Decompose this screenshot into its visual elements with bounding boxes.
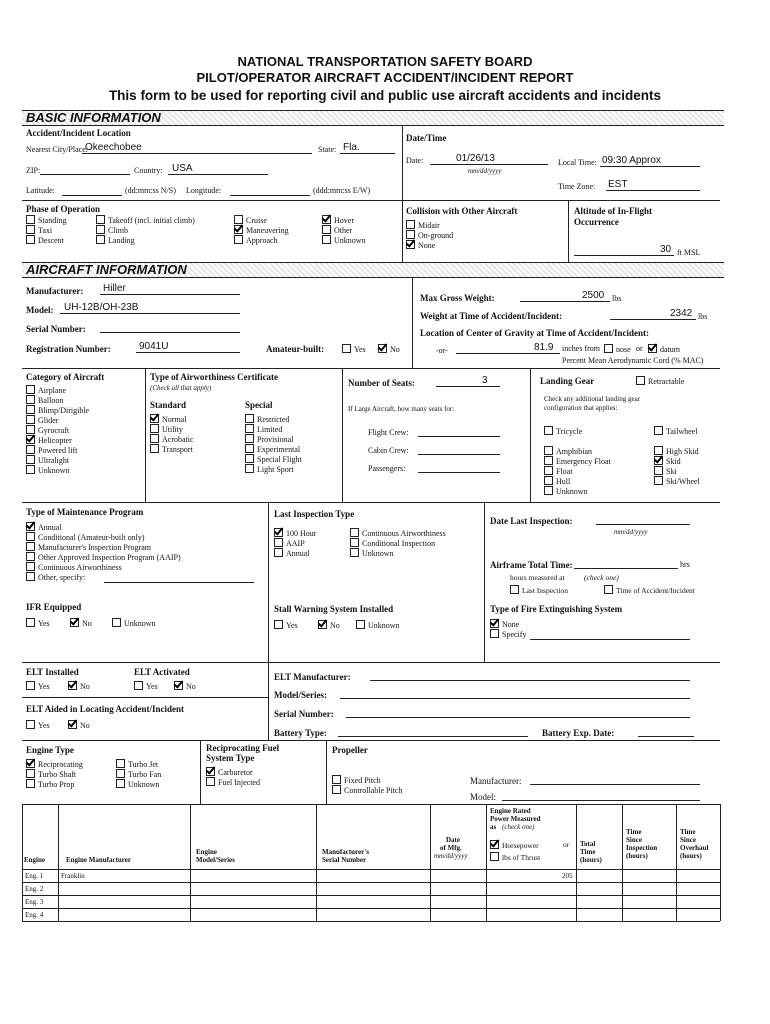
prop-fixed-pitch[interactable]: Fixed Pitch (332, 775, 381, 786)
cg-inches-label: inches from (562, 344, 600, 353)
landing-gear-note-2: configuration that applies: (544, 404, 618, 412)
flight-crew-label: Flight Crew: (368, 428, 409, 437)
engine-turbo-shaft[interactable]: Turbo Shaft (26, 769, 76, 780)
table-row-eng1-label: Eng. 1 (25, 872, 44, 880)
fuel-injected[interactable]: Fuel Injected (206, 777, 260, 788)
col-ovh-3: Overhaul (680, 844, 709, 852)
airworthiness-note: (Check all that apply) (150, 384, 212, 392)
phase-other[interactable]: Other (322, 225, 352, 236)
col-ovh-2: Since (680, 836, 696, 844)
col-engine-model-1: Engine (196, 848, 218, 856)
collision-on-ground[interactable]: On-ground (406, 230, 453, 241)
category-ultralight[interactable]: Ultralight (26, 455, 69, 466)
cg-label: Location of Center of Gravity at Time of Accident/Incident: (420, 328, 649, 338)
weight-label: Weight at Time of Accident/Incident: (420, 311, 563, 321)
power-horsepower[interactable]: Horsepower (490, 840, 539, 851)
latitude-label: Latitude: (26, 186, 55, 195)
model-label: Model: (26, 305, 54, 315)
ifr-yes[interactable]: Yes (26, 618, 50, 629)
measured-last-inspection[interactable]: Last Inspection (510, 585, 568, 596)
prop-controllable-pitch[interactable]: Controllable Pitch (332, 785, 402, 796)
landing-gear-label: Landing Gear (540, 376, 595, 386)
category-helicopter[interactable]: Helicopter (26, 435, 72, 446)
engine-unknown[interactable]: Unknown (116, 779, 160, 790)
maint-manufacturer[interactable]: Manufacturer's Inspection Program (26, 542, 151, 553)
hours-measured-label: hours measured at (510, 573, 565, 582)
basic-information-header: BASIC INFORMATION (22, 110, 724, 126)
special-flight[interactable]: Special Flight (245, 454, 302, 465)
elt-installed-no[interactable]: No (68, 681, 90, 692)
cg-or-label: -or- (436, 346, 448, 355)
col-power-3: as (490, 823, 497, 831)
power-or: or (563, 840, 570, 849)
table-row-eng4-label: Eng. 4 (25, 911, 44, 919)
altitude-value: 30 (660, 244, 672, 255)
engine-turbo-jet[interactable]: Turbo Jet (116, 759, 158, 770)
col-total-3: (hours) (580, 856, 602, 864)
table-row-eng1-manufacturer[interactable]: Franklin (61, 872, 85, 880)
special-limited[interactable]: Limited (245, 424, 282, 435)
local-time-label: Local Time: (558, 158, 597, 167)
max-gross-value: 2500 (582, 290, 605, 301)
recip-fuel-label: Reciprocating Fuel (206, 743, 280, 753)
elt-installed-yes[interactable]: Yes (26, 681, 50, 692)
fire-none[interactable]: None (490, 619, 519, 630)
maintenance-label: Type of Maintenance Program (26, 507, 144, 517)
standard-label: Standard (150, 400, 187, 410)
flight-crew-field[interactable] (418, 425, 500, 437)
registration-label: Registration Number: (26, 344, 111, 354)
phase-standing[interactable]: Standing (26, 215, 66, 226)
col-mfg-2: of Mfg. (440, 844, 462, 852)
airframe-time-label: Airframe Total Time: (490, 560, 573, 570)
cabin-crew-field[interactable] (418, 443, 500, 455)
collision-label: Collision with Other Aircraft (406, 206, 518, 216)
local-time-value: 09:30 Approx (602, 155, 661, 166)
battery-type-field[interactable] (338, 725, 528, 737)
propeller-label: Propeller (332, 745, 368, 755)
elt-aided-yes[interactable]: Yes (26, 720, 50, 731)
gear-tailwheel[interactable]: Tailwheel (654, 426, 697, 437)
stall-warning-label: Stall Warning System Installed (274, 604, 394, 614)
col-insp-1: Time (626, 828, 642, 836)
maint-conditional[interactable]: Conditional (Amateur-built only) (26, 532, 145, 543)
date-last-inspection-field[interactable] (596, 513, 690, 525)
engine-type-label: Engine Type (26, 745, 74, 755)
insp-annual[interactable]: Annual (274, 548, 310, 559)
amateur-yes[interactable]: Yes (342, 344, 366, 355)
manufacturer-label: Manufacturer: (26, 286, 84, 296)
ifr-no[interactable]: No (70, 618, 92, 629)
standard-utility[interactable]: Utility (150, 424, 183, 435)
col-power-4: (check one) (502, 823, 535, 831)
longitude-label: Longitude: (186, 186, 222, 195)
phase-approach[interactable]: Approach (234, 235, 278, 246)
fire-extinguishing-label: Type of Fire Extinguishing System (490, 604, 623, 614)
gear-amphibian[interactable]: Amphibian (544, 446, 592, 457)
standard-normal[interactable]: Normal (150, 414, 186, 425)
stall-unknown[interactable]: Unknown (356, 620, 400, 631)
airframe-time-unit: hrs (680, 560, 690, 569)
engine-turbo-fan[interactable]: Turbo Fan (116, 769, 161, 780)
zip-label: ZIP: (26, 166, 41, 175)
insp-conditional[interactable]: Conditional Inspection (350, 538, 435, 549)
phase-takeoff[interactable]: Takeoff (incl. initial climb) (96, 215, 195, 226)
phase-label: Phase of Operation (26, 204, 100, 214)
prop-model-label: Model: (470, 792, 496, 802)
insp-unknown[interactable]: Unknown (350, 548, 394, 559)
col-insp-4: (hours) (626, 852, 648, 860)
prop-manufacturer-field[interactable] (530, 773, 700, 785)
prop-model-field[interactable] (502, 789, 700, 801)
passengers-field[interactable] (418, 461, 500, 473)
phase-hover[interactable]: Hover (322, 215, 354, 226)
gear-ski[interactable]: Ski (654, 466, 677, 477)
nearest-city-label: Nearest City/Place: (26, 145, 88, 154)
col-engine: Engine (24, 856, 46, 864)
phase-climb[interactable]: Climb (96, 225, 128, 236)
seats-value: 3 (482, 375, 488, 386)
amateur-built-label: Amateur-built: (266, 344, 325, 354)
time-zone-label: Time Zone: (558, 182, 596, 191)
elt-installed-label: ELT Installed (26, 667, 79, 677)
serial-number-label: Serial Number: (26, 324, 86, 334)
table-row-eng1-power[interactable]: 205 (562, 872, 573, 880)
col-insp-3: Inspection (626, 844, 658, 852)
zip-field[interactable] (40, 163, 130, 175)
col-insp-2: Since (626, 836, 642, 844)
col-total-2: Time (580, 848, 596, 856)
model-value: UH-12B/OH-23B (64, 302, 139, 313)
standard-transport[interactable]: Transport (150, 444, 193, 455)
gear-retractable[interactable]: Retractable (636, 376, 684, 387)
elt-serial-label: Serial Number: (274, 709, 334, 719)
ifr-unknown[interactable]: Unknown (112, 618, 156, 629)
special-restricted[interactable]: Restricted (245, 414, 289, 425)
insp-100-hour[interactable]: 100 Hour (274, 528, 316, 539)
serial-number-field[interactable] (100, 321, 240, 333)
datetime-label: Date/Time (406, 133, 447, 143)
elt-aided-label: ELT Aided in Locating Accident/Incident (26, 704, 185, 714)
category-airplane[interactable]: Airplane (26, 385, 66, 396)
elt-activated-no[interactable]: No (174, 681, 196, 692)
date-last-inspection-format: mm/dd/yyyy (614, 528, 648, 536)
collision-midair[interactable]: Midair (406, 220, 440, 231)
maint-other[interactable]: Other, specify: (26, 572, 85, 583)
fire-specify-field[interactable] (530, 628, 690, 640)
time-zone-value: EST (608, 179, 628, 190)
registration-value: 9041U (139, 341, 169, 352)
category-glider[interactable]: Glider (26, 415, 58, 426)
large-aircraft-label: If Large Aircraft, how many seats for: (348, 405, 455, 413)
cg-datum[interactable]: datum (648, 344, 680, 355)
gear-hull[interactable]: Hull (544, 476, 570, 487)
col-engine-model-2: Model/Series (196, 856, 235, 864)
maint-other-field[interactable] (104, 571, 254, 583)
date-label: Date: (406, 156, 424, 165)
prop-manufacturer-label: Manufacturer: (470, 776, 522, 786)
seats-label: Number of Seats: (348, 378, 415, 388)
gear-high-skid[interactable]: High Skid (654, 446, 699, 457)
elt-model-field[interactable] (340, 687, 690, 699)
cg-nose[interactable]: nose (604, 344, 631, 355)
location-label: Accident/Incident Location (26, 128, 131, 138)
elt-manufacturer-field[interactable] (370, 669, 690, 681)
category-gyrocraft[interactable]: Gyrocraft (26, 425, 69, 436)
altitude-field[interactable] (574, 244, 674, 256)
latitude-field[interactable] (62, 184, 122, 196)
battery-exp-label: Battery Exp. Date: (542, 728, 615, 738)
gear-float[interactable]: Float (544, 466, 572, 477)
gear-emergency-float[interactable]: Emergency Float (544, 456, 611, 467)
category-balloon[interactable]: Balloon (26, 395, 63, 406)
gear-ski-wheel[interactable]: Ski/Wheel (654, 476, 700, 487)
elt-manufacturer-label: ELT Manufacturer: (274, 672, 351, 682)
measured-time-of-accident[interactable]: Time of Accident/Incident (604, 585, 695, 596)
aircraft-information-header: AIRCRAFT INFORMATION (22, 262, 724, 278)
nearest-city-value: Okeechobee (85, 142, 142, 153)
category-blimp[interactable]: Blimp/Dirigible (26, 405, 89, 416)
cg-value: 81.9 (534, 342, 554, 353)
cabin-crew-label: Cabin Crew: (368, 446, 409, 455)
power-lbs-thrust[interactable]: lbs of Thrust (490, 852, 540, 863)
maint-annual[interactable]: Annual (26, 522, 62, 533)
gear-tricycle[interactable]: Tricycle (544, 426, 582, 437)
col-power-2: Power Measured (490, 815, 541, 823)
longitude-format: (ddd:mm:ss E/W) (313, 186, 371, 195)
category-unknown[interactable]: Unknown (26, 465, 70, 476)
col-total-1: Total (580, 840, 596, 848)
fire-specify[interactable]: Specify (490, 629, 526, 640)
longitude-field[interactable] (230, 184, 310, 196)
passengers-label: Passengers: (368, 464, 406, 473)
col-mfg-3: mm/dd/yyyy (434, 852, 468, 860)
form-title: NATIONAL TRANSPORTATION SAFETY BOARD (237, 54, 533, 69)
country-value: USA (172, 163, 193, 174)
col-serial-1: Manufacturer's (322, 848, 369, 856)
altitude-label: Altitude of In-Flight (574, 206, 653, 216)
special-experimental[interactable]: Experimental (245, 444, 300, 455)
date-format: mm/dd/yyyy (468, 167, 502, 175)
ifr-label: IFR Equipped (26, 602, 82, 612)
col-serial-2: Serial Number (322, 856, 367, 864)
recip-fuel-label-2: System Type (206, 753, 255, 763)
weight-unit: lbs (698, 312, 708, 321)
latitude-format: (dd:mm:ss N/S) (125, 186, 176, 195)
phase-taxi[interactable]: Taxi (26, 225, 52, 236)
table-row-eng3-label: Eng. 3 (25, 898, 44, 906)
elt-serial-field[interactable] (346, 706, 690, 718)
table-row-eng2-label: Eng. 2 (25, 885, 44, 893)
collision-none[interactable]: None (406, 240, 435, 251)
state-label: State: (318, 145, 337, 154)
cg-or-word: or (636, 344, 643, 353)
insp-aaip[interactable]: AAIP (274, 538, 305, 549)
col-mfg-1: Date (446, 836, 460, 844)
battery-type-label: Battery Type: (274, 728, 327, 738)
altitude-unit: ft MSL (677, 248, 701, 257)
insp-continuous[interactable]: Continuous Airworthiness (350, 528, 446, 539)
gear-skid[interactable]: Skid (654, 456, 681, 467)
max-gross-label: Max Gross Weight: (420, 293, 495, 303)
landing-gear-note-1: Check any additional landing gear (544, 395, 641, 403)
standard-acrobatic[interactable]: Acrobatic (150, 434, 194, 445)
col-ovh-4: (hours) (680, 852, 702, 860)
form-purpose: This form to be used for reporting civil and public use aircraft accidents and incidents (108, 88, 662, 103)
engine-turbo-prop[interactable]: Turbo Prop (26, 779, 74, 790)
elt-activated-label: ELT Activated (134, 667, 190, 677)
airframe-time-field[interactable] (574, 557, 678, 569)
category-powered-lift[interactable]: Powered lift (26, 445, 77, 456)
col-power-1: Engine Rated (490, 807, 531, 815)
form-subtitle: PILOT/OPERATOR AIRCRAFT ACCIDENT/INCIDENT REPORT (196, 70, 574, 85)
special-provisional[interactable]: Provisional (245, 434, 293, 445)
special-label: Special (245, 400, 273, 410)
check-one-note: (check one) (584, 573, 619, 582)
special-light-sport[interactable]: Light Sport (245, 464, 294, 475)
amateur-no[interactable]: No (378, 344, 400, 355)
fuel-carburetor[interactable]: Carburetor (206, 767, 253, 778)
seats-field[interactable] (436, 375, 500, 387)
col-ovh-1: Time (680, 828, 696, 836)
last-inspection-label: Last Inspection Type (274, 509, 355, 519)
weight-value: 2342 (670, 308, 693, 319)
max-gross-unit: lbs (612, 294, 622, 303)
phase-descent[interactable]: Descent (26, 235, 64, 246)
phase-maneuvering[interactable]: Maneuvering (234, 225, 289, 236)
altitude-label-2: Occurrence (574, 217, 619, 227)
phase-landing[interactable]: Landing (96, 235, 135, 246)
stall-no[interactable]: No (318, 620, 340, 631)
state-value: Fla. (343, 142, 360, 153)
elt-activated-yes[interactable]: Yes (134, 681, 158, 692)
elt-model-label: Model/Series: (274, 690, 327, 700)
elt-aided-no[interactable]: No (68, 720, 90, 731)
gear-unknown[interactable]: Unknown (544, 486, 588, 497)
engine-reciprocating[interactable]: Reciprocating (26, 759, 83, 770)
country-label: Country: (134, 166, 163, 175)
airworthiness-label: Type of Airworthiness Certificate (150, 372, 279, 382)
cg-mac-label: Percent Mean Aerodynamic Cord (% MAC) (562, 356, 704, 365)
battery-exp-field[interactable] (638, 725, 694, 737)
maint-aaip[interactable]: Other Approved Inspection Program (AAIP) (26, 552, 181, 563)
stall-yes[interactable]: Yes (274, 620, 298, 631)
category-label: Category of Aircraft (26, 372, 105, 382)
manufacturer-value: Hiller (103, 283, 126, 294)
date-value: 01/26/13 (456, 153, 495, 164)
date-last-inspection-label: Date Last Inspection: (490, 516, 573, 526)
maint-continuous[interactable]: Continuous Airworthiness (26, 562, 122, 573)
phase-cruise[interactable]: Cruise (234, 215, 267, 226)
phase-unknown[interactable]: Unknown (322, 235, 366, 246)
col-engine-manufacturer: Engine Manufacturer (66, 856, 132, 864)
